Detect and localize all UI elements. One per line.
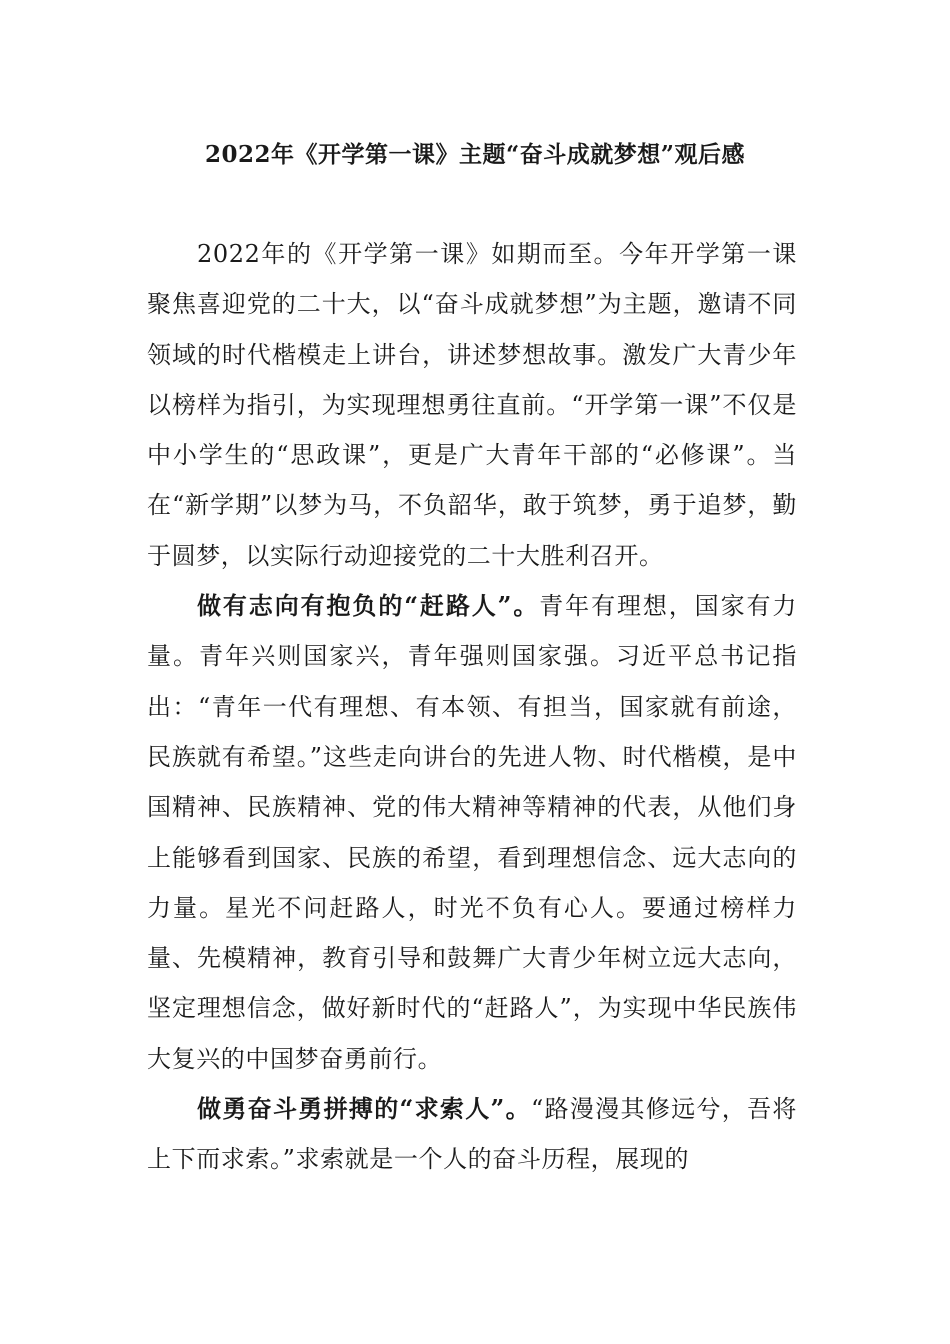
paragraph-section-2 — [147, 1084, 797, 1185]
document-title: 2022年《开学第一课》主题“奋斗成就梦想”观后感 — [205, 141, 745, 168]
document-body — [147, 229, 797, 1185]
paragraph-intro — [147, 229, 797, 581]
paragraph-text: “路漫漫其修远兮，吾将上下而求索。”求索就是一个人的奋斗历程，展现的 — [147, 1095, 797, 1174]
paragraph-lead-heading: 做勇奋斗勇拼搏的“求索人”。 — [197, 1094, 531, 1124]
paragraph-lead-heading: 做有志向有抱负的“赶路人”。 — [197, 591, 540, 621]
paragraph-text: 青年有理想，国家有力量。青年兴则国家兴，青年强则国家强。习近平总书记指出：“青年一代有理想、有本领、有担当，国家就有前途，民族就有希望。”这些走向讲台的先进人物、时代楷模，是中国精神、民族精神、党的伟大精神等精神的代表，从他们身上能够看到国家、民族的希望，看到理想信念、远大志向的力量。星光不问赶路人，时光不负有心人。要通过榜样力量、先模精神，教育引导和鼓舞广大青少年树立远大志向，坚定理想信念，做好新时代的“赶路人”，为实现中华民族伟大复兴的中国梦奋勇前行。 — [147, 592, 797, 1073]
paragraph-text: 2022年的《开学第一课》如期而至。今年开学第一课聚焦喜迎党的二十大，以“奋斗成就梦想”为主题，邀请不同领域的时代楷模走上讲台，讲述梦想故事。激发广大青少年以榜样为指引，为实现理想勇往直前。“开学第一课”不仅是中小学生的“思政课”，更是广大青年干部的“必修课”。当在“新学期”以梦为马，不负韶华，敢于筑梦，勇于追梦，勤于圆梦，以实际行动迎接党的二十大胜利召开。 — [147, 240, 797, 570]
paragraph-section-1 — [147, 581, 797, 1084]
